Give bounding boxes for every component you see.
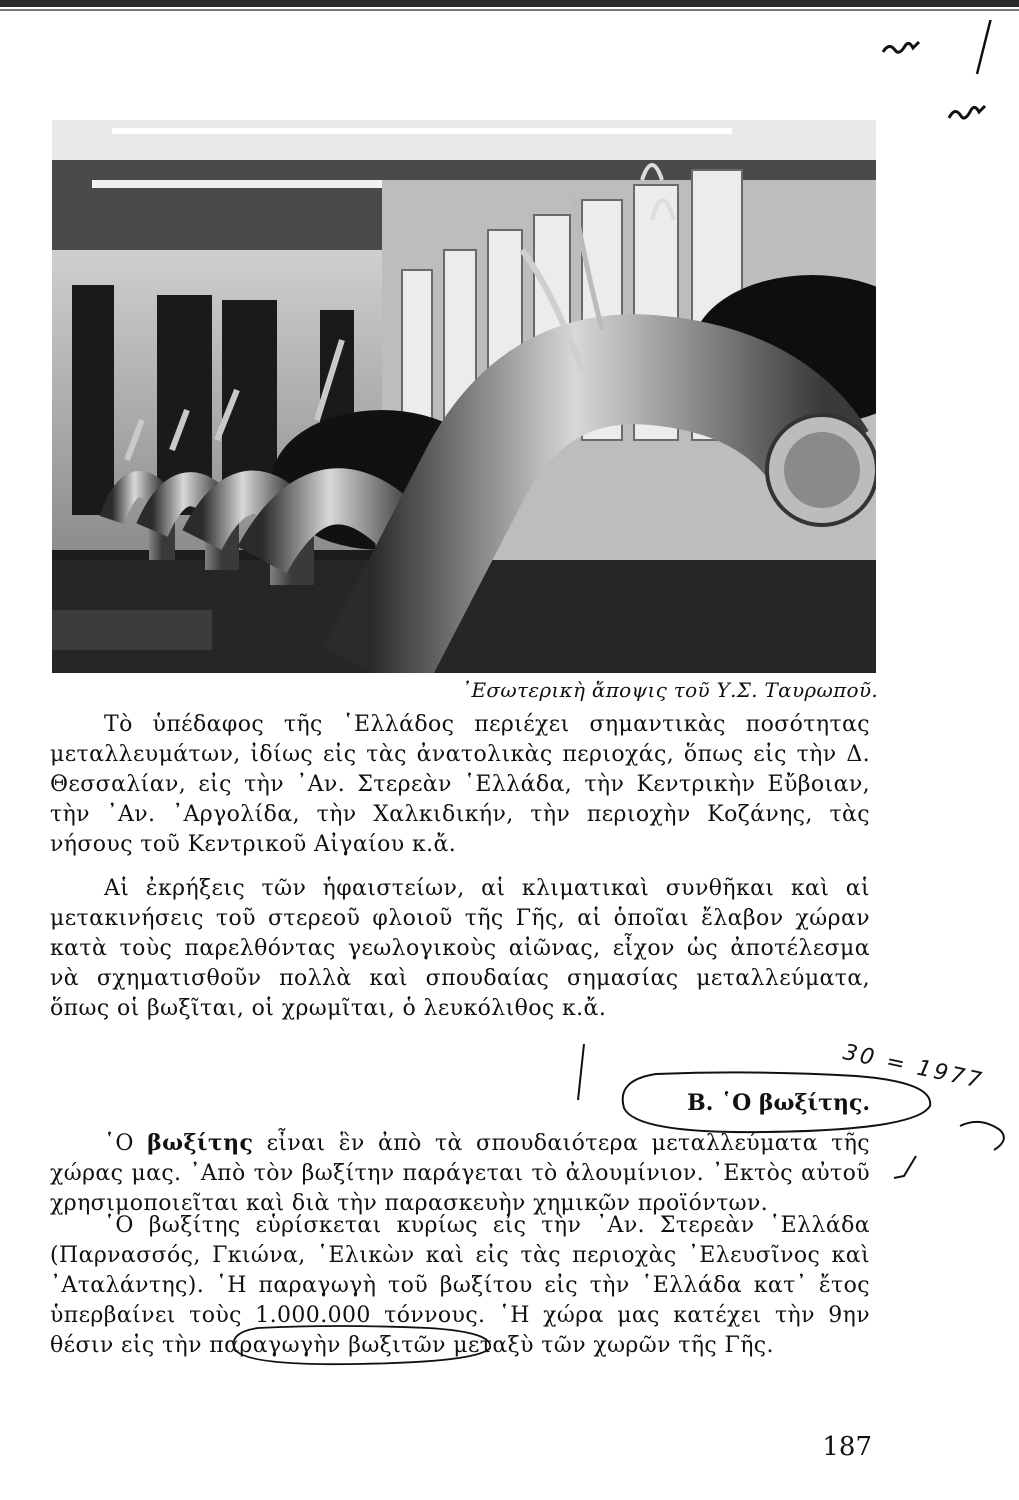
paragraph-bauxite-production — [50, 1211, 870, 1361]
page-top-border-thin — [0, 9, 1019, 11]
handwritten-note: 30 = 1977 — [840, 1040, 987, 1095]
paragraph-3-lead: ῾Ο — [104, 1131, 148, 1156]
power-station-interior-photo — [52, 120, 876, 673]
paragraph-3-text — [50, 1128, 870, 1219]
page-number: 187 — [822, 1432, 872, 1462]
paragraph-ore-formation — [50, 874, 870, 1024]
photo-caption: ᾿Εσωτερικὴ ἄποψις τοῦ Υ.Σ. Ταυρωποῦ. — [461, 678, 878, 702]
bauxite-term: βωξίτης — [147, 1130, 254, 1156]
paragraph-ore-deposits — [50, 710, 870, 860]
paragraph-bauxite-intro — [50, 1128, 870, 1219]
paragraph-2-text: Αἱ ἐκρήξεις τῶν ἡφαιστείων, αἱ κλιματικαὶ συνθῆκαι καὶ αἱ μετακινήσεις τοῦ στερεοῦ φλοιοῦ τῆς Γῆς, αἱ ὁποῖαι ἔλαβον χώραν κατὰ τοὺς παρελθόντας γεωλογικοὺς αἰῶνας, εἶχον ὡς ἀποτέλεσμα νὰ σχηματισθοῦν πολλὰ καὶ σπουδαίας σημασίας μεταλλεύματα, ὅπως οἱ βωξῖται, οἱ χρωμῖται, ὁ λευκόλιθος κ.ἄ. — [50, 876, 870, 1021]
page-top-border — [0, 0, 1019, 7]
paragraph-4-text: ῾Ο βωξίτης εὑρίσκεται κυρίως εἰς τὴν ᾿Αν. Στερεὰν ῾Ελλάδα (Παρνασσός, Γκιώνα, ῾Ελικὼν καὶ εἰς τὰς περιοχὰς ᾿Ελευσῖνος καὶ ᾿Αταλάντης). ῾Η παραγωγὴ τοῦ βωξίτου εἰς τὴν ῾Ελλάδα κατ᾿ ἔτος ὑπερβαίνει τοὺς 1.000.000 τόννους. ῾Η χώρα μας κατέχει τὴν 9ην θέσιν εἰς τὴν παραγωγὴν βωξιτῶν μεταξὺ τῶν χωρῶν τῆς Γῆς. — [50, 1213, 870, 1358]
paragraph-3-rest: εἶναι ἓν ἀπὸ τὰ σπουδαιότερα μεταλλεύματα τῆς χώρας μας. ᾿Απὸ τὸν βωξίτην παράγεται τὸ ἀλουμίνιον. ᾿Εκτὸς αὐτοῦ χρησιμοποιεῖται καὶ διὰ τὴν παρασκευὴν χημικῶν προϊόντων. — [50, 1131, 870, 1216]
paragraph-1-text: Τὸ ὑπέδαφος τῆς ῾Ελλάδος περιέχει σημαντικὰς ποσότητας μεταλλευμάτων, ἰδίως εἰς τὰς ἀνατολικὰς περιοχάς, ὅπως εἰς τὴν Δ. Θεσσαλίαν, εἰς τὴν ᾿Αν. Στερεὰν ῾Ελλάδα, τὴν Κεντρικὴν Εὔβοιαν, τὴν ᾿Αν. ᾿Αργολίδα, τὴν Χαλκιδικήν, τὴν περιοχὴν Κοζάνης, τὰς νήσους τοῦ Κεντρικοῦ Αἰγαίου κ.ἄ. — [50, 712, 870, 857]
section-heading-bauxite: Β. ῾Ο βωξίτης. — [687, 1090, 870, 1116]
handwritten-margin-marks — [869, 20, 1019, 140]
